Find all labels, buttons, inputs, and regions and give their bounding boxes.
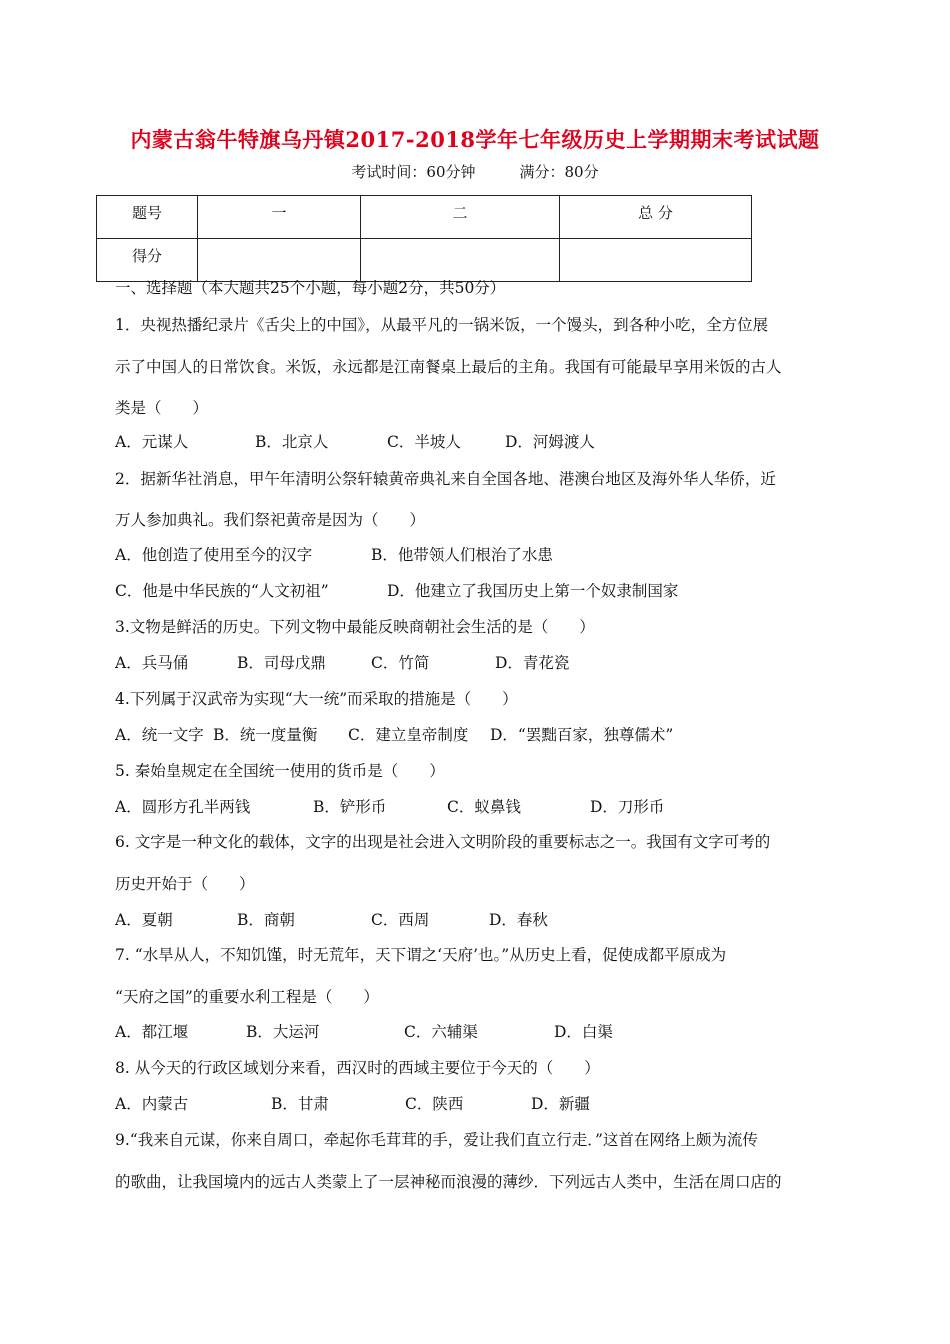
options-row [115, 795, 664, 817]
option[interactable]: C．六辅渠 [404, 1023, 478, 1041]
question-text: 1．央视热播纪录片《舌尖上的中国》，从最平凡的一锅米饭，一个馒头，到各种小吃，全方位展 [115, 316, 769, 334]
option[interactable]: A．他创造了使用至今的汉字 [115, 546, 313, 564]
option[interactable]: B．统一度量衡 [213, 726, 318, 744]
option[interactable]: A．兵马俑 [115, 654, 189, 672]
option[interactable]: D．春秋 [489, 911, 548, 929]
score-header-total: 总 分 [560, 196, 752, 239]
option[interactable]: D．青花瓷 [495, 654, 570, 672]
option[interactable]: A．都江堰 [115, 1023, 189, 1041]
question-text: 万人参加典礼。我们祭祀黄帝是因为（ ） [115, 511, 426, 529]
exam-time: 考试时间：60分钟 [351, 163, 476, 181]
option[interactable]: A．夏朝 [115, 911, 173, 929]
options-row [115, 1020, 613, 1042]
question-text: 示了中国人的日常饮食。米饭，永远都是江南餐桌上最后的主角。我国有可能最早享用米饭的古人 [115, 358, 782, 376]
option[interactable]: C．建立皇帝制度 [348, 726, 469, 744]
score-row-label: 得分 [97, 239, 198, 282]
option[interactable]: A．元谋人 [115, 433, 189, 451]
exam-title: 内蒙古翁牛特旗乌丹镇2017-2018学年七年级历史上学期期末考试试题 [130, 127, 820, 152]
options-row [115, 908, 548, 930]
option[interactable]: D．新疆 [531, 1095, 590, 1113]
options-row [115, 579, 678, 601]
score-table [96, 195, 752, 282]
option[interactable]: A．内蒙古 [115, 1095, 189, 1113]
option[interactable]: D．刀形币 [590, 798, 665, 816]
options-row [115, 723, 673, 745]
score-header-label: 题号 [97, 196, 198, 239]
score-table-header-row [97, 196, 752, 239]
question-text: 4.下列属于汉武帝为实现“大一统”而采取的措施是（ ） [115, 690, 518, 708]
option[interactable]: B．他带领人们根治了水患 [371, 546, 553, 564]
option[interactable]: C．蚁鼻钱 [447, 798, 521, 816]
option[interactable]: B．司母戊鼎 [237, 654, 326, 672]
option[interactable]: C．他是中华民族的“人文初祖” [115, 582, 329, 600]
option[interactable]: C．西周 [371, 911, 430, 929]
option[interactable]: D．他建立了我国历史上第一个奴隶制国家 [387, 582, 679, 600]
option[interactable]: A．统一文字 [115, 726, 204, 744]
option[interactable]: B．甘肃 [271, 1095, 329, 1113]
question-text: 7. “水旱从人，不知饥馑，时无荒年，天下谓之‘天府’也。”从历史上看，促使成都平原成为 [115, 946, 727, 964]
option[interactable]: B．大运河 [246, 1023, 320, 1041]
question-text: 3.文物是鲜活的历史。下列文物中最能反映商朝社会生活的是（ ） [115, 618, 595, 636]
option[interactable]: C．半坡人 [387, 433, 461, 451]
question-text: 9.“我来自元谋，你来自周口，牵起你毛茸茸的手，爱让我们直立行走．”这首在网络上颇为流传 [115, 1131, 758, 1149]
score-cell-total[interactable] [560, 239, 752, 282]
option[interactable]: D．“罢黜百家，独尊儒术” [490, 726, 674, 744]
option[interactable]: B．商朝 [237, 911, 295, 929]
question-text: 8. 从今天的行政区域划分来看，西汉时的西域主要位于今天的（ ） [115, 1059, 600, 1077]
question-text: 6. 文字是一种文化的载体，文字的出现是社会进入文明阶段的重要标志之一。我国有文字可考的 [115, 833, 771, 851]
question-text: “天府之国”的重要水利工程是（ ） [115, 988, 379, 1006]
option[interactable]: A．圆形方孔半两钱 [115, 798, 251, 816]
option[interactable]: B．北京人 [255, 433, 329, 451]
score-header-part1: 一 [198, 196, 361, 239]
option[interactable]: C．竹简 [371, 654, 430, 672]
options-row [115, 430, 595, 452]
question-text: 历史开始于（ ） [115, 875, 255, 893]
question-text: 2．据新华社消息，甲午年清明公祭轩辕黄帝典礼来自全国各地、港澳台地区及海外华人华侨，近 [115, 470, 776, 488]
option[interactable]: D．河姆渡人 [505, 433, 595, 451]
question-text: 的歌曲，让我国境内的远古人类蒙上了一层神秘而浪漫的薄纱．下列远古人类中，生活在周口店的 [115, 1173, 782, 1191]
question-text: 类是（ ） [115, 399, 209, 417]
section-heading: 一、选择题（本大题共25个小题，每小题2分，共50分） [115, 279, 506, 297]
options-row [115, 543, 553, 565]
option[interactable]: D．白渠 [554, 1023, 613, 1041]
question-text: 5. 秦始皇规定在全国统一使用的货币是（ ） [115, 762, 445, 780]
options-row [115, 651, 569, 673]
options-row [115, 1092, 590, 1114]
score-header-part2: 二 [361, 196, 560, 239]
option[interactable]: B．铲形币 [313, 798, 387, 816]
exam-info [0, 161, 950, 182]
option[interactable]: C．陕西 [405, 1095, 464, 1113]
exam-full-score: 满分：80分 [519, 163, 599, 181]
